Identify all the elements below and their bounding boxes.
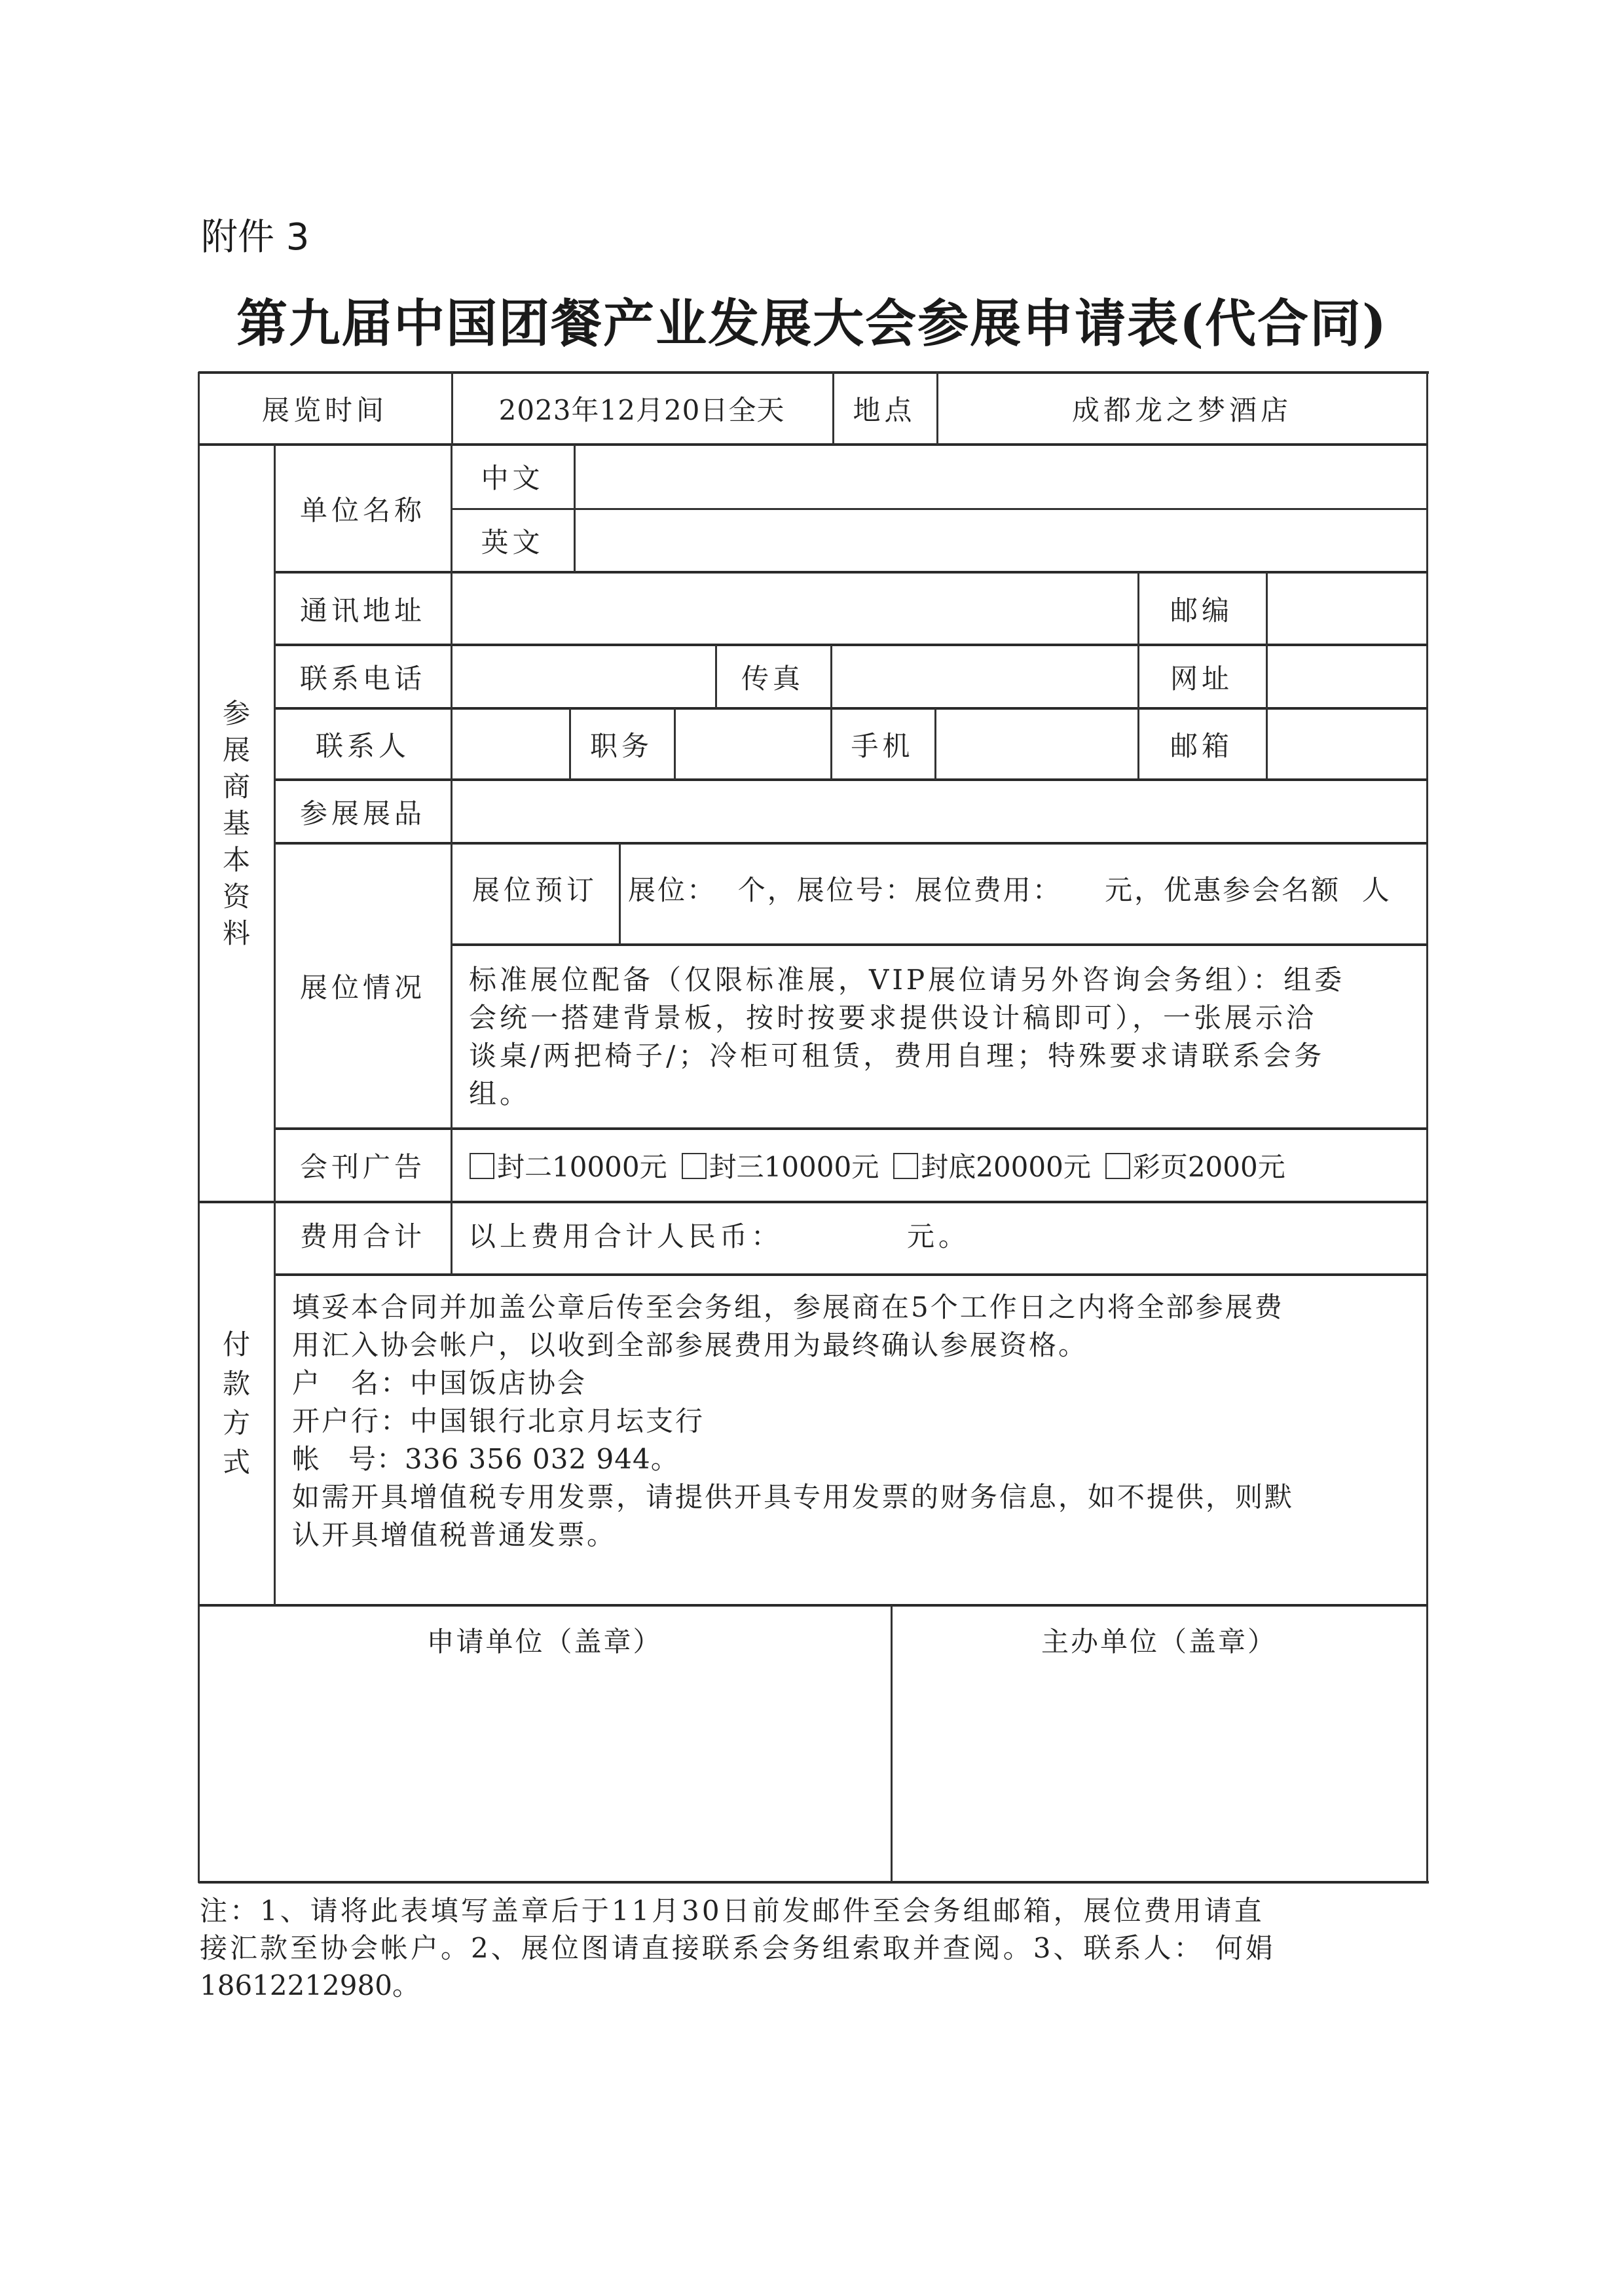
ad-option-label: 封二10000元 — [497, 1151, 667, 1183]
description-line: 标准展位配备（仅限标准展，VIP展位请另外咨询会务组）：组委 — [469, 964, 1346, 996]
organizer-seal-label: 主办单位（盖章） — [1041, 1626, 1277, 1658]
payment-method-group-label — [198, 1202, 274, 1605]
invoice-line: 认开具增值税普通发票。 — [292, 1519, 617, 1551]
english-name-field[interactable] — [574, 509, 1428, 572]
group-char: 方 — [222, 1407, 250, 1439]
description-line: 会统一搭建背景板，按时按要求提供设计稿即可），一张展示洽 — [469, 1002, 1318, 1034]
note-line: 接汇款至协会帐户。2、展位图请直接联系会务组索取并查阅。3、联系人： 何娟 — [200, 1932, 1276, 1964]
place-label: 地点 — [853, 394, 916, 426]
exhibitor-info-group-label — [198, 445, 274, 1202]
attachment-label: 附件 3 — [201, 216, 310, 259]
booth-booking-text: 展位： 个，展位号：展位费用： 元，优惠参会名额 人 — [628, 873, 1392, 906]
ad-option-label: 封三10000元 — [709, 1151, 879, 1183]
group-char: 料 — [222, 917, 250, 949]
applicant-seal-area[interactable] — [200, 1666, 889, 1879]
ad-option-color-page[interactable] — [1105, 1146, 1285, 1185]
phone-field[interactable] — [451, 645, 715, 708]
english-name-label: 英文 — [481, 526, 544, 558]
group-char: 基 — [222, 807, 250, 839]
group-char: 展 — [222, 733, 250, 766]
applicant-seal-label: 申请单位（盖章） — [426, 1626, 663, 1658]
group-char: 式 — [222, 1446, 250, 1478]
ad-options — [451, 1129, 1428, 1202]
exhibits-field[interactable] — [451, 780, 1428, 843]
description-line: 组。 — [469, 1078, 531, 1110]
note-line: 注：1、请将此表填写盖章后于11月30日前发邮件至会务组邮箱，展位费用请直 — [200, 1895, 1264, 1927]
section-divider — [198, 1604, 1428, 1607]
group-char: 款 — [222, 1368, 250, 1400]
position-field[interactable] — [674, 708, 830, 780]
group-char: 付 — [222, 1328, 250, 1360]
checkbox-icon[interactable] — [682, 1153, 707, 1179]
ad-option-inside-front-cover[interactable] — [470, 1146, 667, 1185]
ad-option-label: 彩页2000元 — [1132, 1151, 1285, 1183]
chinese-name-field[interactable] — [574, 445, 1428, 509]
website-label: 网址 — [1170, 662, 1233, 695]
booth-label: 展位情况 — [299, 972, 426, 1004]
account-number-line: 帐 号：336 356 032 944。 — [292, 1443, 679, 1475]
unit-name-label: 单位名称 — [299, 494, 426, 526]
ad-label: 会刊广告 — [299, 1151, 426, 1183]
postcode-field[interactable] — [1266, 572, 1428, 645]
total-fee-label: 费用合计 — [299, 1220, 426, 1252]
account-name-line: 户 名：中国饭店协会 — [292, 1367, 587, 1399]
group-char: 资 — [222, 880, 250, 913]
group-char: 参 — [222, 697, 250, 729]
group-char: 本 — [222, 843, 250, 876]
ad-option-label: 封底20000元 — [921, 1151, 1091, 1183]
bank-line: 开户行：中国银行北京月坛支行 — [292, 1405, 705, 1437]
fax-field[interactable] — [830, 645, 1137, 708]
checkbox-icon[interactable] — [470, 1153, 494, 1179]
address-label: 通讯地址 — [299, 594, 426, 627]
checkbox-icon[interactable] — [1105, 1153, 1130, 1179]
total-fee-text — [451, 1202, 1428, 1275]
group-char: 商 — [222, 770, 250, 803]
fax-label: 传真 — [741, 662, 804, 695]
chinese-name-label: 中文 — [481, 462, 544, 494]
contact-person-label: 联系人 — [315, 729, 410, 762]
contact-person-field[interactable] — [451, 708, 569, 780]
exhibition-time-value: 2023年12月20日全天 — [498, 394, 785, 426]
postcode-label: 邮编 — [1170, 594, 1233, 627]
ad-option-back-cover[interactable] — [893, 1146, 1091, 1185]
mobile-label: 手机 — [851, 729, 914, 762]
place-value: 成都龙之梦酒店 — [1071, 394, 1292, 426]
position-label: 职务 — [589, 729, 653, 762]
booth-booking-label: 展位预订 — [471, 873, 598, 906]
organizer-seal-area[interactable] — [893, 1666, 1426, 1879]
table-bottom-border — [198, 1881, 1429, 1884]
mobile-field[interactable] — [934, 708, 1137, 780]
phone-label: 联系电话 — [299, 662, 426, 695]
checkbox-icon[interactable] — [893, 1153, 918, 1179]
total-fee-prefix: 以上费用合计人民币： — [468, 1220, 783, 1252]
exhibits-label: 参展展品 — [299, 797, 426, 829]
payment-line: 填妥本合同并加盖公章后传至会务组，参展商在5个工作日之内将全部参展费 — [292, 1291, 1284, 1323]
email-label: 邮箱 — [1170, 729, 1233, 762]
description-line: 谈桌/两把椅子/；冷柜可租赁，费用自理；特殊要求请联系会务 — [469, 1040, 1325, 1072]
note-line: 18612212980。 — [200, 1969, 420, 2001]
exhibition-time-label: 展览时间 — [261, 394, 388, 426]
invoice-line: 如需开具增值税专用发票，请提供开具专用发票的财务信息，如不提供，则默 — [292, 1481, 1295, 1513]
payment-line: 用汇入协会帐户，以收到全部参展费用为最终确认参展资格。 — [292, 1329, 1088, 1361]
total-fee-suffix: 元。 — [907, 1220, 970, 1252]
ad-option-inside-back-cover[interactable] — [682, 1146, 879, 1185]
website-field[interactable] — [1266, 645, 1428, 708]
email-field[interactable] — [1266, 708, 1428, 780]
address-field[interactable] — [451, 572, 1137, 645]
page-title: 第九届中国团餐产业发展大会参展申请表(代合同) — [236, 294, 1388, 354]
